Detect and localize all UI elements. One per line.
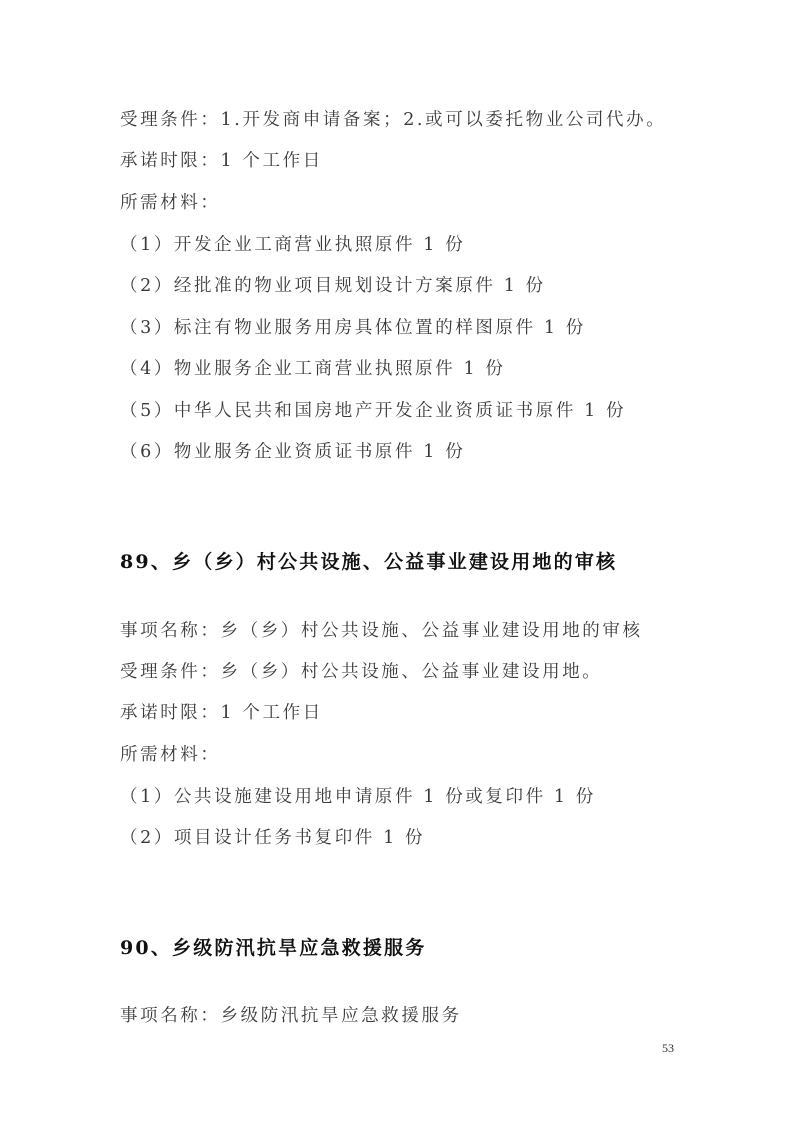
section-90-heading: 90、乡级防汛抗旱应急救援服务: [120, 937, 427, 959]
section-89-heading: 89、乡（乡）村公共设施、公益事业建设用地的审核: [120, 551, 618, 573]
s88-material-item: （3）标注有物业服务用房具体位置的样图原件 1 份: [120, 318, 586, 338]
s88-material-item: （4）物业服务企业工商营业执照原件 1 份: [120, 359, 506, 379]
s88-material-item: （2）经批准的物业项目规划设计方案原件 1 份: [120, 276, 546, 296]
s89-conditions: 受理条件：乡（乡）村公共设施、公益事业建设用地。: [120, 662, 603, 682]
s88-materials-label: 所需材料：: [120, 193, 221, 213]
s90-item-name: 事项名称：乡级防汛抗旱应急救援服务: [120, 1006, 462, 1026]
s89-materials-label: 所需材料：: [120, 745, 221, 765]
s88-conditions: 受理条件：1.开发商申请备案；2.或可以委托物业公司代办。: [120, 110, 667, 130]
s88-time-limit: 承诺时限：1 个工作日: [120, 151, 323, 171]
s89-material-item: （1）公共设施建设用地申请原件 1 份或复印件 1 份: [120, 787, 596, 807]
s89-time-limit: 承诺时限：1 个工作日: [120, 703, 323, 723]
s89-material-item: （2）项目设计任务书复印件 1 份: [120, 828, 426, 848]
s88-material-item: （6）物业服务企业资质证书原件 1 份: [120, 442, 466, 462]
s88-material-item: （1）开发企业工商营业执照原件 1 份: [120, 235, 466, 255]
page-number: 53: [662, 1041, 674, 1055]
s89-item-name: 事项名称：乡（乡）村公共设施、公益事业建设用地的审核: [120, 621, 643, 641]
s88-material-item: （5）中华人民共和国房地产开发企业资质证书原件 1 份: [120, 401, 627, 421]
